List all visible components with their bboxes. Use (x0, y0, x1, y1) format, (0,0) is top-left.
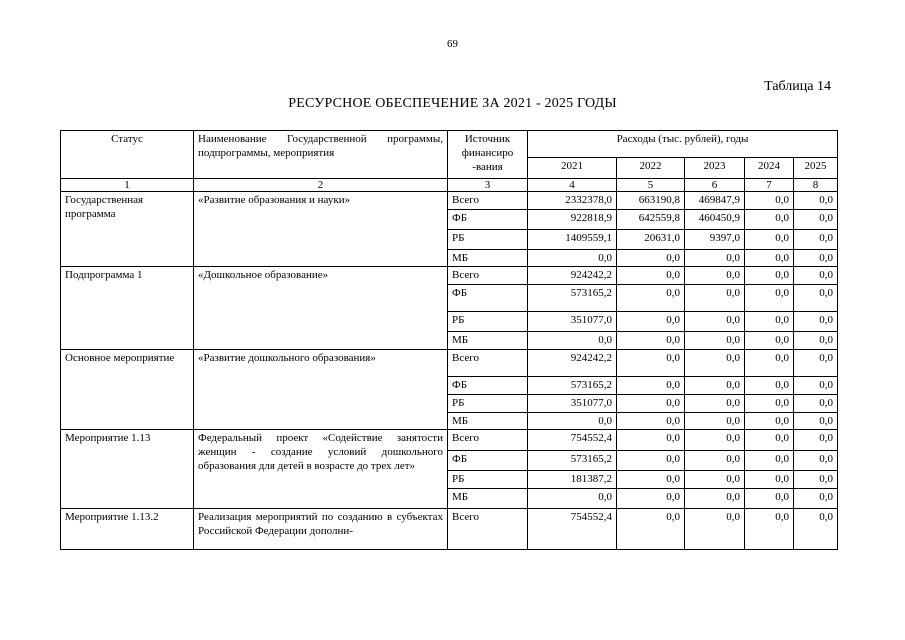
row-value: 0,0 (617, 312, 685, 332)
row-source: Всего (448, 509, 528, 550)
row-source: МБ (448, 250, 528, 267)
row-status: Мероприятие 1.13 (61, 430, 194, 509)
row-value: 0,0 (794, 451, 838, 471)
row-value: 0,0 (745, 430, 794, 451)
row-value: 1409559,1 (528, 230, 617, 250)
row-status: Подпрограмма 1 (61, 267, 194, 350)
header-year: 2025 (794, 158, 838, 179)
row-value: 0,0 (685, 471, 745, 489)
row-status: Основное мероприятие (61, 350, 194, 430)
column-number: 7 (745, 179, 794, 192)
column-number: 8 (794, 179, 838, 192)
row-value: 0,0 (794, 210, 838, 230)
row-value: 0,0 (745, 509, 794, 550)
row-value: 0,0 (794, 267, 838, 285)
row-source: РБ (448, 312, 528, 332)
data-row (61, 192, 838, 210)
header-expenses: Расходы (тыс. рублей), годы (528, 131, 838, 158)
row-value: 0,0 (745, 210, 794, 230)
row-value: 0,0 (745, 451, 794, 471)
column-number-row (61, 179, 838, 192)
row-value: 924242,2 (528, 350, 617, 377)
row-value: 663190,8 (617, 192, 685, 210)
row-source: ФБ (448, 451, 528, 471)
row-value: 0,0 (794, 312, 838, 332)
row-value: 0,0 (617, 267, 685, 285)
row-source: МБ (448, 332, 528, 350)
row-value: 0,0 (685, 350, 745, 377)
row-value: 0,0 (617, 350, 685, 377)
row-value: 0,0 (745, 192, 794, 210)
row-value: 0,0 (745, 350, 794, 377)
row-value: 0,0 (745, 395, 794, 413)
row-value: 0,0 (745, 267, 794, 285)
row-value: 20631,0 (617, 230, 685, 250)
row-value: 0,0 (685, 509, 745, 550)
row-status: Мероприятие 1.13.2 (61, 509, 194, 550)
row-value: 0,0 (617, 285, 685, 312)
row-value: 0,0 (745, 377, 794, 395)
row-source: ФБ (448, 210, 528, 230)
row-value: 0,0 (617, 413, 685, 430)
row-value: 573165,2 (528, 377, 617, 395)
document-title: РЕСУРСНОЕ ОБЕСПЕЧЕНИЕ ЗА 2021 - 2025 ГОДЫ (288, 96, 617, 111)
row-value: 0,0 (685, 312, 745, 332)
row-value: 0,0 (745, 230, 794, 250)
row-value: 0,0 (617, 395, 685, 413)
row-value: 9397,0 (685, 230, 745, 250)
row-value: 181387,2 (528, 471, 617, 489)
row-source: Всего (448, 430, 528, 451)
row-value: 573165,2 (528, 451, 617, 471)
row-value: 922818,9 (528, 210, 617, 230)
column-number: 1 (61, 179, 194, 192)
row-value: 0,0 (794, 285, 838, 312)
data-row (61, 267, 838, 285)
row-value: 0,0 (745, 312, 794, 332)
row-source: МБ (448, 413, 528, 430)
row-value: 0,0 (685, 413, 745, 430)
row-value: 0,0 (794, 395, 838, 413)
row-source: МБ (448, 489, 528, 509)
row-value: 0,0 (794, 350, 838, 377)
row-value: 0,0 (528, 489, 617, 509)
row-value: 0,0 (685, 332, 745, 350)
row-value: 0,0 (745, 250, 794, 267)
row-value: 754552,4 (528, 509, 617, 550)
row-value: 0,0 (745, 413, 794, 430)
row-source: РБ (448, 471, 528, 489)
column-number: 6 (685, 179, 745, 192)
row-source: РБ (448, 230, 528, 250)
row-source: Всего (448, 350, 528, 377)
header-year: 2021 (528, 158, 617, 179)
row-source: ФБ (448, 285, 528, 312)
row-value: 0,0 (794, 471, 838, 489)
row-source: РБ (448, 395, 528, 413)
header-status: Статус (61, 131, 194, 179)
column-number: 2 (194, 179, 448, 192)
row-value: 0,0 (617, 451, 685, 471)
data-row (61, 350, 838, 377)
header-name: Наименование Государственной программы, подпрограммы, мероприятия (194, 131, 448, 179)
row-value: 0,0 (794, 192, 838, 210)
row-value: 460450,9 (685, 210, 745, 230)
row-value: 0,0 (685, 377, 745, 395)
row-value: 0,0 (685, 267, 745, 285)
header-year: 2024 (745, 158, 794, 179)
row-name: Реализация мероприятий по созданию в субъектах Российской Федерации дополни- (194, 509, 448, 550)
table-label: Таблица 14 (764, 79, 831, 94)
row-value: 0,0 (685, 430, 745, 451)
row-value: 0,0 (617, 332, 685, 350)
column-number: 5 (617, 179, 685, 192)
row-value: 0,0 (528, 250, 617, 267)
data-row (61, 430, 838, 451)
row-value: 0,0 (745, 285, 794, 312)
row-value: 351077,0 (528, 395, 617, 413)
column-number: 4 (528, 179, 617, 192)
row-name: «Развитие дошкольного образования» (194, 350, 448, 430)
row-value: 0,0 (685, 451, 745, 471)
row-source: Всего (448, 267, 528, 285)
row-value: 0,0 (794, 489, 838, 509)
row-value: 0,0 (617, 471, 685, 489)
row-value: 0,0 (794, 430, 838, 451)
row-value: 0,0 (794, 413, 838, 430)
row-value: 0,0 (745, 489, 794, 509)
header-year: 2023 (685, 158, 745, 179)
row-value: 0,0 (685, 489, 745, 509)
row-value: 0,0 (528, 332, 617, 350)
data-row (61, 509, 838, 550)
row-name: Федеральный проект «Содействие занятости женщин - создание условий дошкольного образования для детей в возрасте до трех лет» (194, 430, 448, 509)
row-value: 2332378,0 (528, 192, 617, 210)
row-value: 924242,2 (528, 267, 617, 285)
row-value: 0,0 (617, 377, 685, 395)
row-value: 0,0 (528, 413, 617, 430)
row-value: 754552,4 (528, 430, 617, 451)
row-value: 0,0 (794, 377, 838, 395)
row-value: 351077,0 (528, 312, 617, 332)
row-value: 0,0 (685, 395, 745, 413)
row-value: 0,0 (745, 332, 794, 350)
row-value: 0,0 (617, 250, 685, 267)
row-value: 0,0 (794, 250, 838, 267)
row-value: 0,0 (745, 471, 794, 489)
resource-table (60, 130, 838, 550)
row-source: ФБ (448, 377, 528, 395)
row-value: 0,0 (685, 250, 745, 267)
row-value: 0,0 (685, 285, 745, 312)
row-source: Всего (448, 192, 528, 210)
column-number: 3 (448, 179, 528, 192)
row-value: 0,0 (617, 489, 685, 509)
row-value: 469847,9 (685, 192, 745, 210)
row-name: «Дошкольное образование» (194, 267, 448, 350)
row-value: 0,0 (794, 332, 838, 350)
row-status: Государственная программа (61, 192, 194, 267)
header-source: Источник финансиро -вания (448, 131, 528, 179)
header-year: 2022 (617, 158, 685, 179)
row-name: «Развитие образования и науки» (194, 192, 448, 267)
row-value: 0,0 (794, 509, 838, 550)
row-value: 0,0 (617, 509, 685, 550)
header-row (61, 131, 838, 158)
row-value: 0,0 (794, 230, 838, 250)
row-value: 573165,2 (528, 285, 617, 312)
row-value: 642559,8 (617, 210, 685, 230)
page-number: 69 (447, 38, 458, 50)
row-value: 0,0 (617, 430, 685, 451)
